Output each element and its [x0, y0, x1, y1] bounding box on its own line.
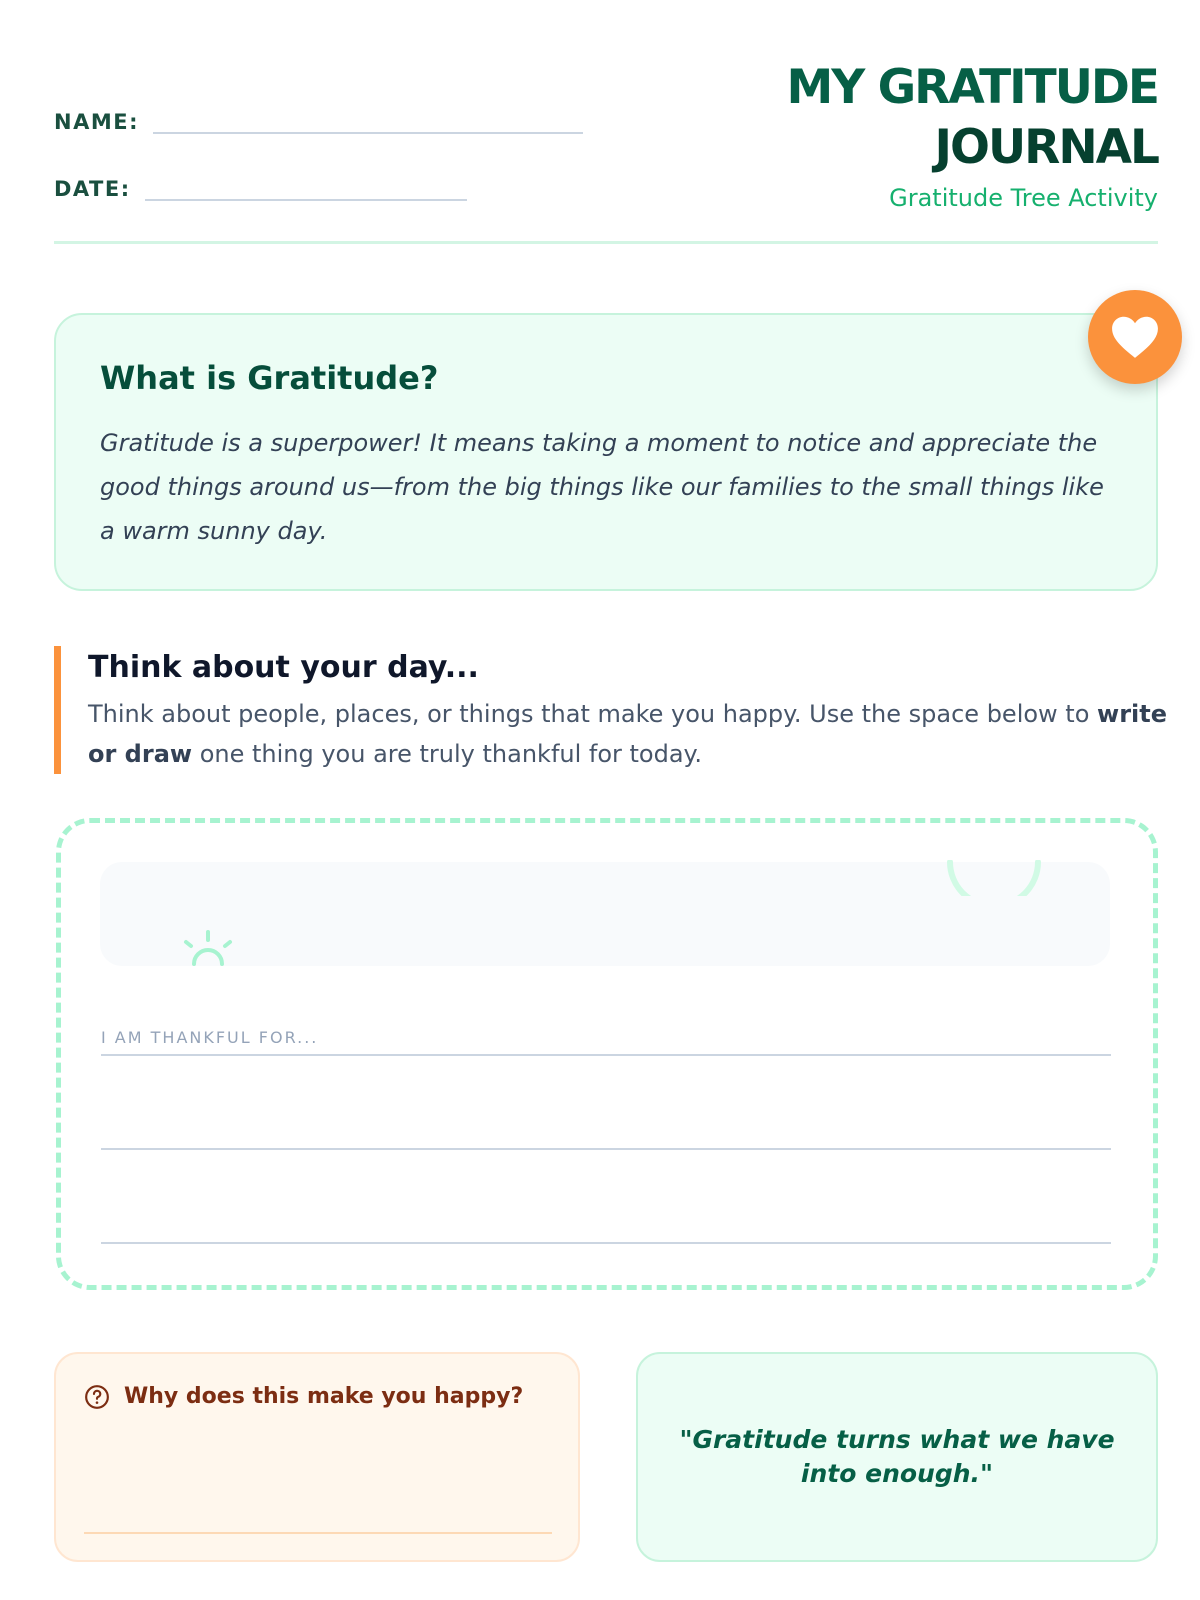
name-field	[54, 110, 583, 134]
title-line-1: MY GRATITUDE	[786, 60, 1158, 115]
question-circle-icon	[84, 1384, 110, 1410]
date-label: DATE:	[54, 177, 131, 201]
prompt-text-bold: write or draw	[88, 700, 1168, 768]
title-block	[786, 58, 1158, 212]
prompt-text-end: one thing you are truly thankful for today.	[192, 740, 702, 768]
quote-text: "Gratitude turns what we have into enough."	[679, 1425, 1115, 1488]
page-header	[54, 40, 1158, 246]
heart-icon	[1110, 314, 1160, 360]
date-field	[54, 177, 467, 201]
why-answer-line[interactable]	[84, 1532, 552, 1534]
quote-card	[636, 1352, 1158, 1562]
why-happy-title: Why does this make you happy?	[124, 1384, 524, 1409]
prompt-title: Think about your day...	[88, 650, 479, 685]
name-input-line[interactable]	[153, 132, 583, 134]
date-input-line[interactable]	[145, 199, 467, 201]
name-label: NAME:	[54, 110, 139, 134]
prompt-accent-bar	[54, 646, 61, 774]
prompt-text-start: Think about people, places, or things that make you happy. Use the space below to	[88, 700, 1098, 728]
what-is-gratitude-card	[54, 313, 1158, 591]
writing-line[interactable]	[101, 1242, 1111, 1244]
writing-line[interactable]	[101, 1148, 1111, 1150]
heart-badge	[1088, 290, 1182, 384]
prompt-text	[88, 694, 1168, 774]
sun-icon	[180, 930, 236, 970]
page-title	[786, 58, 1158, 178]
header-divider	[54, 241, 1158, 244]
writing-line[interactable]	[101, 1054, 1111, 1056]
page-subtitle: Gratitude Tree Activity	[889, 184, 1158, 212]
card-title: What is Gratitude?	[100, 359, 439, 397]
title-line-2: JOURNAL	[934, 120, 1158, 175]
why-happy-card	[54, 1352, 580, 1562]
thankful-label: I AM THANKFUL FOR...	[101, 1028, 319, 1047]
card-text: Gratitude is a superpower! It means taking a moment to notice and appreciate the good things around us—from the big things like our families to the small things like a warm sunny day.	[100, 429, 1104, 545]
arc-decoration-icon	[944, 860, 1044, 896]
